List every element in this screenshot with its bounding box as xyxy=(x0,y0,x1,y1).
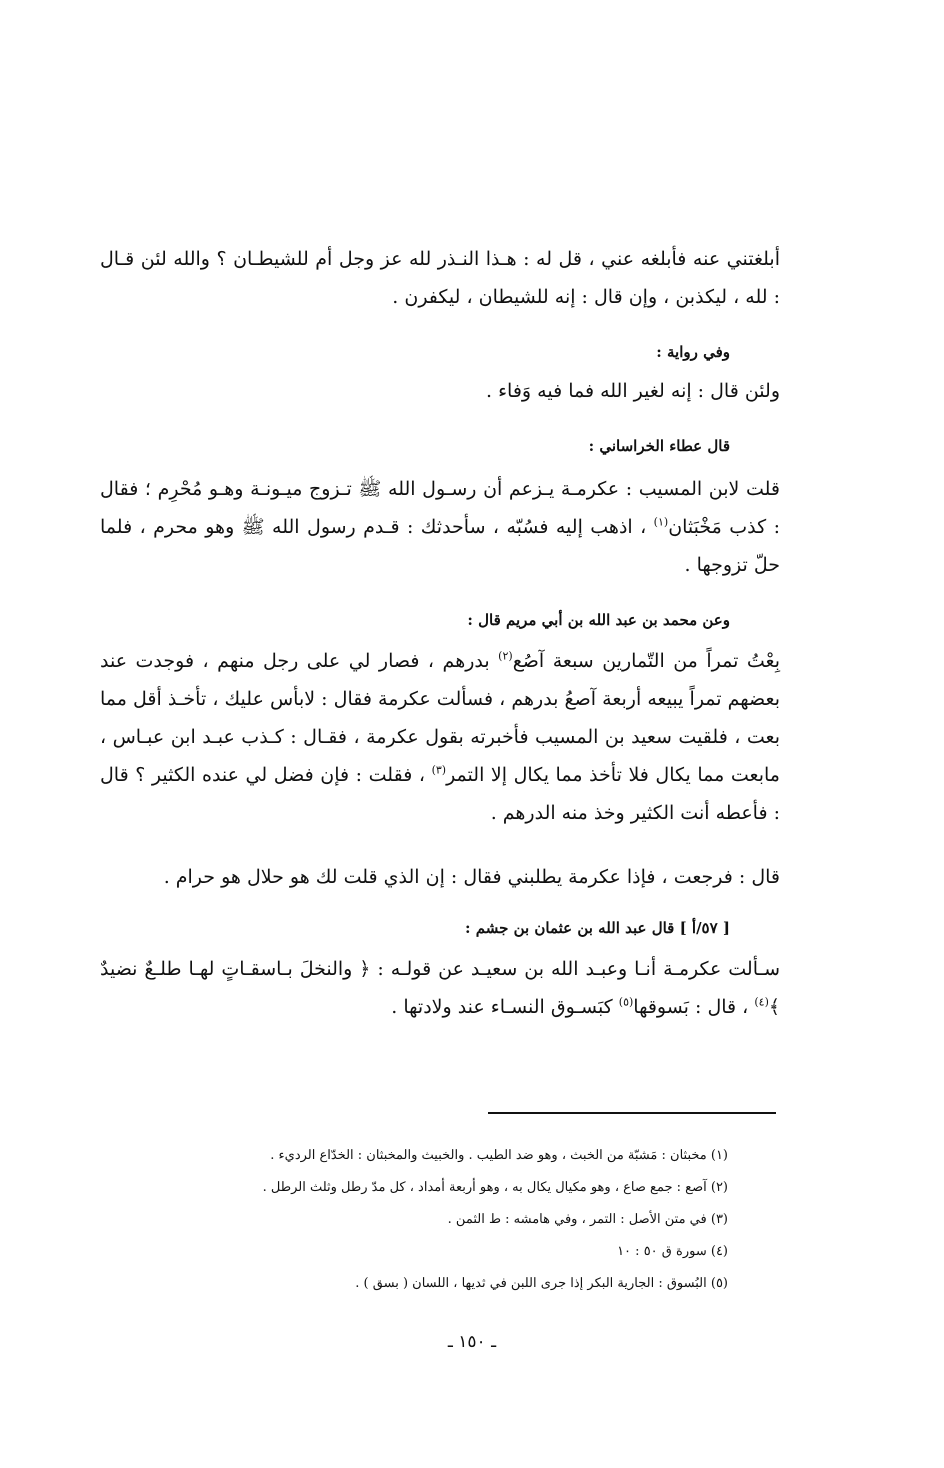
paragraph-3 xyxy=(100,470,780,584)
paragraph-3-text-b: ، اذهب إليه فسُبّه ، سأحدثك : قـدم رسول الله ﷺ وهو محرم ، فلما حلّ تزوجها . xyxy=(100,516,780,576)
paragraph-3-text-a: قلت لابن المسيب : عكرمـة يـزعم أن رسـول الله ﷺ تـزوج ميـونـة وهـو مُحْرِم ؛ فقال : كذب مَخْبَثان xyxy=(100,478,780,538)
paragraph-1-text: أبلغتني عنه فأبلغه عني ، قل له : هـذا النـذر لله عز وجل أم للشيطـان ؟ والله لئن قـال : لله ، ليكذبن ، وإن قال : إنه للشيطان ، ليكفرن . xyxy=(100,248,780,308)
paragraph-6 xyxy=(100,950,780,1026)
footnote-4: (٤) سورة ق ٥٠ : ١٠ xyxy=(617,1244,728,1259)
paragraph-4 xyxy=(100,642,780,832)
paragraph-4-text-c: ، فقلت : فإن فضل لي عنده الكثير ؟ قال : فأعطه أنت الكثير وخذ منه الدرهم . xyxy=(100,764,780,824)
heading-ata: قال عطاء الخراساني : xyxy=(588,437,730,455)
paragraph-1 xyxy=(100,240,780,316)
footnote-ref-4: (٤) xyxy=(754,995,769,1009)
paragraph-2 xyxy=(100,372,780,410)
page-number: ـ ١٥٠ ـ xyxy=(447,1332,497,1352)
paragraph-6-text-a: سـألت عكرمـة أنـا وعبـد الله بن سعيـد عن قولـه : ﴿ والنخلَ بـاسقـاتٍ لهـا طلـعٌ نضيدٌ ﴾ xyxy=(100,958,780,1018)
footnote-1: (١) مخبثان : مَشبّة من الخبث ، وهو ضد الطيب . والخبيث والمخبثان : الخدّاع الرديء . xyxy=(270,1148,728,1163)
paragraph-6-text-c: كبَسـوق النسـاء عند ولادتها . xyxy=(391,996,619,1018)
paragraph-5-text: قال : فرجعت ، فإذا عكرمة يطلبني فقال : إن الذي قلت لك هو حلال هو حرام . xyxy=(163,866,780,888)
heading-muhammad: وعن محمد بن عبد الله بن أبي مريم قال : xyxy=(467,611,730,629)
paragraph-4-text-a: بِعْتُ تمراً من التّمارين سبعة آصُع xyxy=(512,650,781,672)
footnote-3: (٣) في متن الأصل : التمر ، وفي هامشه : ط الثمن . xyxy=(447,1212,728,1227)
footnote-2: (٢) آصع : جمع صاع ، وهو مكيال يكال به ، وهو أربعة أمداد ، كل مدّ رطل وثلث الرطل . xyxy=(262,1180,728,1195)
paragraph-2-text: ولئن قال : إنه لغير الله فما فيه وَفاء . xyxy=(486,380,780,402)
footnote-separator xyxy=(488,1112,776,1114)
paragraph-5 xyxy=(100,858,780,896)
footnote-ref-3: (٣) xyxy=(431,763,447,777)
footnote-5: (٥) البُسوق : الجارية البكر إذا جرى اللبن في ثديها ، اللسان ( بسق ) . xyxy=(355,1276,728,1291)
footnote-ref-1: (١) xyxy=(653,515,669,529)
footnote-ref-5: (٥) xyxy=(618,995,634,1009)
heading-riwaya: وفي رواية : xyxy=(656,343,730,361)
paragraph-6-text-b: ، قال : بَسوقها xyxy=(633,996,755,1018)
footnote-ref-2: (٢) xyxy=(498,649,513,663)
paragraph-4-text-b: بدرهم ، فصار لي على رجل منهم ، فوجدت عند بعضهم تمراً يبيعه أربعة آصعُ بدرهم ، فسألت عكرمة فقال : لابأس عليك ، تأخـذ أقل مما بعت ، فلقيت سعيد بن المسيب فأخبرته بقول عكرمة ، فقـال : كـذب عبـد ابن عبـاس ، مابعت مما يكال فلا تأخذ مما يكال إلا التمر xyxy=(100,650,780,786)
heading-abdullah: [ ٥٧/أ ] قال عبد الله بن عثمان بن جشم : xyxy=(464,919,730,937)
